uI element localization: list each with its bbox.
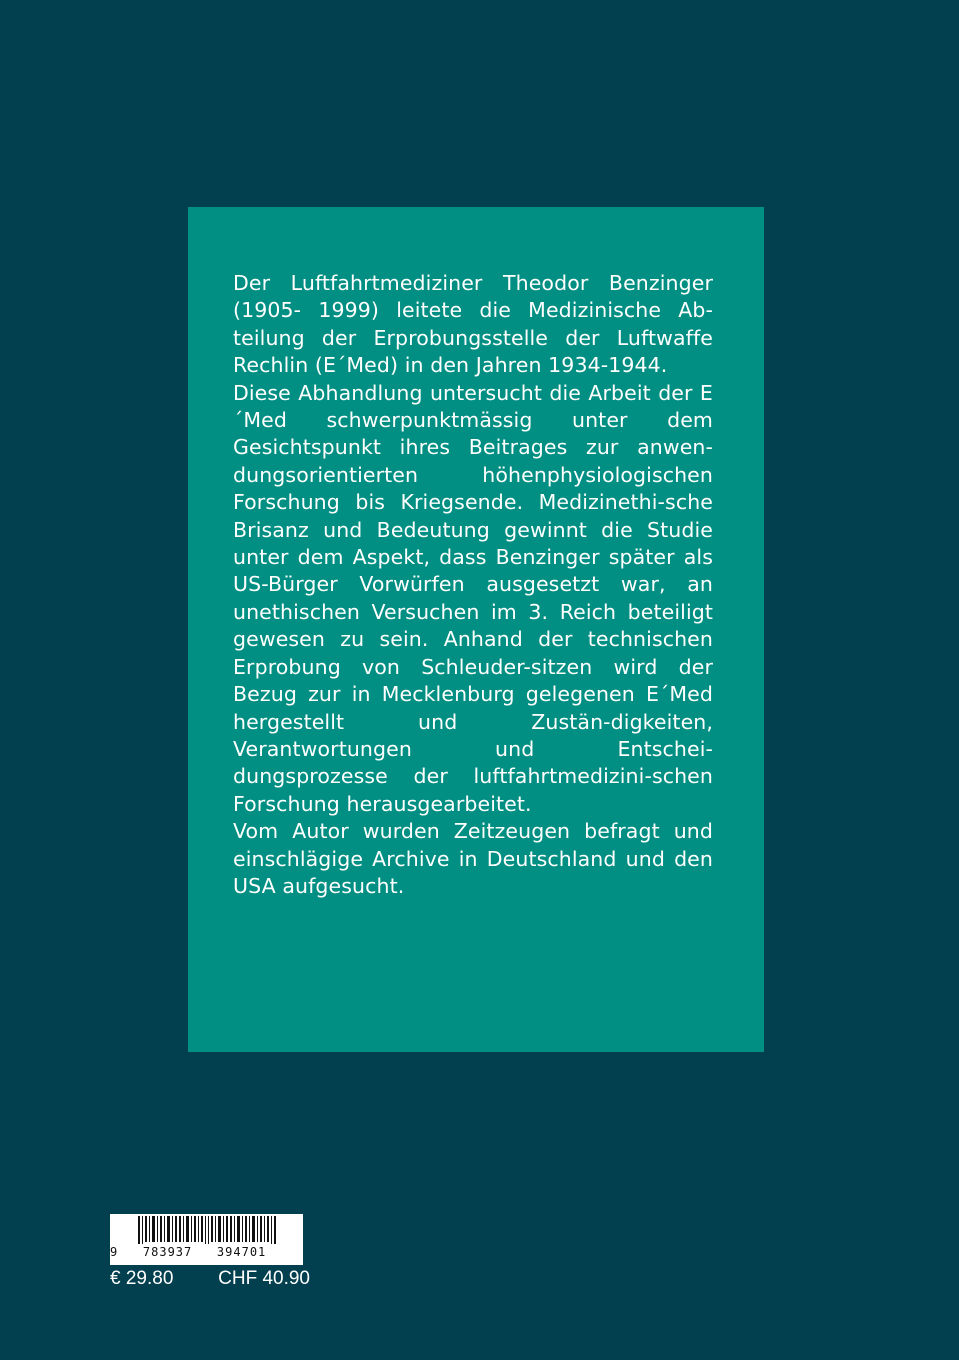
isbn-number: 9 783937 394701	[110, 1245, 267, 1259]
blurb-paragraph-1: Der Luftfahrtmediziner Theodor Benzinger (1905- 1999) leitete die Medizinische Ab-teilung der Erprobungsstelle der Luftwaffe Rechlin (E´Med) in den Jahren 1934-1944.	[233, 271, 713, 378]
price-chf: CHF 40.90	[218, 1268, 310, 1289]
price-line	[110, 1268, 310, 1290]
blurb-text	[233, 270, 713, 900]
isbn-barcode	[110, 1214, 303, 1265]
blurb-paragraph-2: Diese Abhandlung untersucht die Arbeit der E´Med schwerpunktmässig unter dem Gesichtspunkt ihres Beitrages zur anwen-dungsorientierten höhenphysiologischen Forschung bis Kriegsende. Medizinethi-sche Brisanz und Bedeutung gewinnt die Studie unter dem Aspekt, dass Benzinger später als US-Bürger Vorwürfen ausgesetzt war, an unethischen Versuchen im 3. Reich beteiligt gewesen zu sein. Anhand der technischen Erprobung von Schleuder-sitzen wird der Bezug zur in Mecklenburg gelegenen E´Med hergestellt und Zustän-digkeiten, Verantwortungen und Entschei-dungsprozesse der luftfahrtmedizini-schen Forschung herausgearbeitet.	[233, 380, 713, 816]
blurb-paragraph-3: Vom Autor wurden Zeitzeugen befragt und einschlägige Archive in Deutschland und den USA aufgesucht.	[233, 819, 713, 898]
blurb-panel	[188, 207, 764, 1052]
price-eur: € 29.80	[110, 1268, 174, 1289]
barcode-bars-icon	[110, 1214, 303, 1246]
